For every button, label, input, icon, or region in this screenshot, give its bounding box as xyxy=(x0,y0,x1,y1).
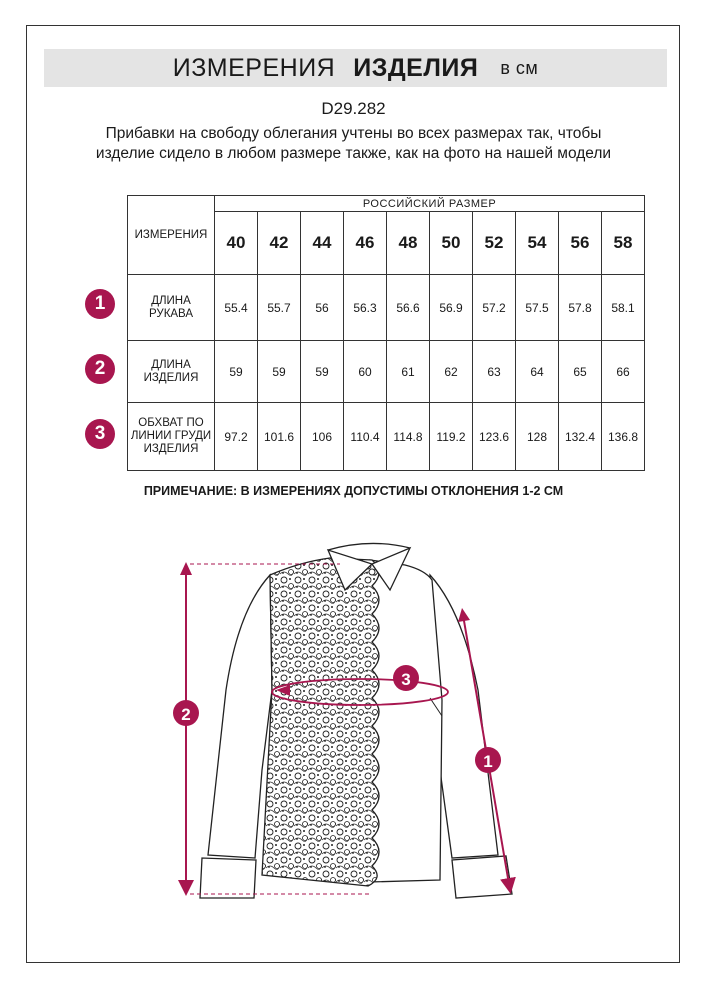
right-cuff xyxy=(452,856,512,898)
table-cell: 56.3 xyxy=(344,275,387,341)
left-cuff xyxy=(200,858,256,898)
table-row xyxy=(128,275,645,341)
size-cell: 56 xyxy=(559,212,602,275)
table-cell: 56.9 xyxy=(430,275,473,341)
table-cell: 97.2 xyxy=(215,403,258,471)
row-badge-3: 3 xyxy=(85,419,115,449)
table-row xyxy=(128,341,645,403)
title-measurements: ИЗМЕРЕНИЯ xyxy=(172,53,336,82)
table-cell: 57.2 xyxy=(473,275,516,341)
product-code: D29.282 xyxy=(321,99,386,118)
size-cell: 50 xyxy=(430,212,473,275)
tolerance-note: ПРИМЕЧАНИЕ: В ИЗМЕРЕНИЯХ ДОПУСТИМЫ ОТКЛОНЕНИЯ 1-2 СМ xyxy=(143,484,564,498)
size-cell: 42 xyxy=(258,212,301,275)
table-cell: 58.1 xyxy=(602,275,645,341)
table-cell: 61 xyxy=(387,341,430,403)
diagram-badge-1: 1 xyxy=(483,752,493,771)
table-cell: 60 xyxy=(344,341,387,403)
row-label-item-length: ДЛИНА ИЗДЕЛИЯ xyxy=(128,341,215,403)
row-label-chest-girth: ОБХВАТ ПО ЛИНИИ ГРУДИ ИЗДЕЛИЯ xyxy=(128,403,215,471)
row-badge-2: 2 xyxy=(85,354,115,384)
table-cell: 64 xyxy=(516,341,559,403)
table-cell: 56.6 xyxy=(387,275,430,341)
table-cell: 57.5 xyxy=(516,275,559,341)
table-cell: 55.4 xyxy=(215,275,258,341)
table-row xyxy=(128,403,645,471)
title-unit: в см xyxy=(500,57,539,78)
table-cell: 59 xyxy=(215,341,258,403)
table-cell: 63 xyxy=(473,341,516,403)
left-sleeve xyxy=(208,575,272,858)
table-cell: 59 xyxy=(258,341,301,403)
fit-description: Прибавки на свободу облегания учтены во всех размерах так, чтобы изделие сидело в любом размере также, как на фото на нашей модели xyxy=(95,125,612,162)
table-cell: 59 xyxy=(301,341,344,403)
collar-button xyxy=(369,569,375,575)
table-cell: 101.6 xyxy=(258,403,301,471)
size-cell: 54 xyxy=(516,212,559,275)
table-cell: 56 xyxy=(301,275,344,341)
table-cell: 106 xyxy=(301,403,344,471)
size-cell: 46 xyxy=(344,212,387,275)
table-cell: 66 xyxy=(602,341,645,403)
row-badge-1: 1 xyxy=(85,289,115,319)
table-cell: 128 xyxy=(516,403,559,471)
table-cell: 114.8 xyxy=(387,403,430,471)
row-label-sleeve-length: ДЛИНА РУКАВА xyxy=(128,275,215,341)
lace-panel xyxy=(262,558,379,886)
size-table xyxy=(127,195,645,471)
table-cell: 119.2 xyxy=(430,403,473,471)
size-cell: 52 xyxy=(473,212,516,275)
size-cell: 44 xyxy=(301,212,344,275)
table-cell: 123.6 xyxy=(473,403,516,471)
table-cell: 57.8 xyxy=(559,275,602,341)
diagram-badge-3: 3 xyxy=(401,670,411,689)
measurements-header: ИЗМЕРЕНИЯ xyxy=(128,196,215,275)
size-cell: 48 xyxy=(387,212,430,275)
table-cell: 110.4 xyxy=(344,403,387,471)
size-cell: 40 xyxy=(215,212,258,275)
size-cell: 58 xyxy=(602,212,645,275)
table-cell: 55.7 xyxy=(258,275,301,341)
russian-size-header: РОССИЙСКИЙ РАЗМЕР xyxy=(215,196,645,212)
table-cell: 136.8 xyxy=(602,403,645,471)
table-cell: 132.4 xyxy=(559,403,602,471)
table-cell: 62 xyxy=(430,341,473,403)
diagram-badge-2: 2 xyxy=(181,705,191,724)
title-banner xyxy=(44,49,667,87)
shirt-body-right xyxy=(370,560,442,882)
title-item: ИЗДЕЛИЯ xyxy=(353,53,479,82)
shirt-diagram xyxy=(0,520,707,920)
table-cell: 65 xyxy=(559,341,602,403)
